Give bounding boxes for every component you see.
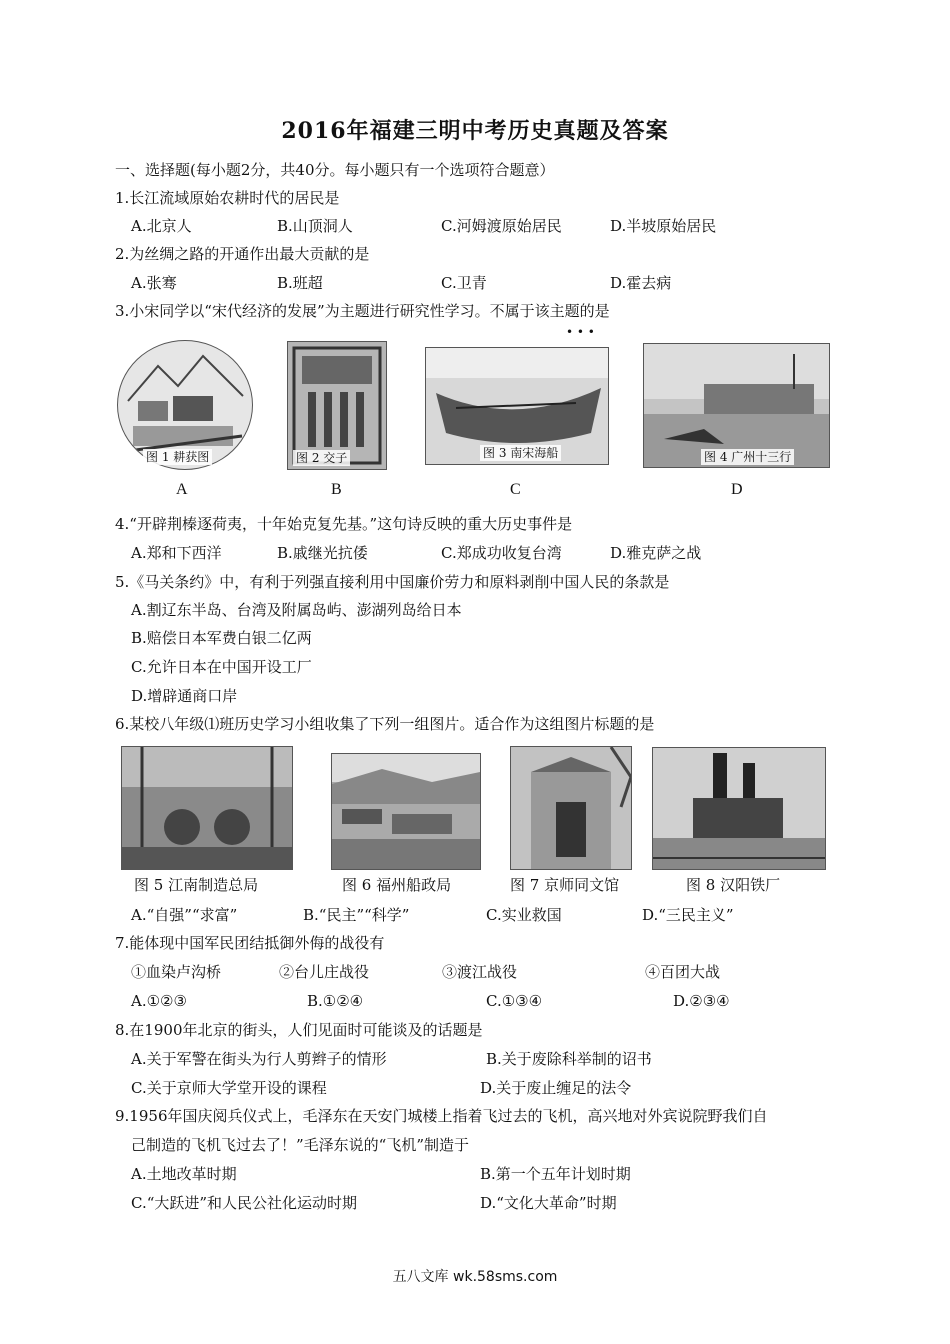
- question-6-option-b: B.“民主”“科学”: [303, 906, 410, 924]
- question-6-option-a: A.“自强”“求富”: [131, 906, 238, 924]
- question-6-option-c: C.实业救国: [486, 906, 562, 924]
- image-caption-5: 图 5 江南制造总局: [134, 876, 259, 894]
- section-heading: 一、选择题(每小题2分，共40分。每小题只有一个选项符合题意）: [115, 161, 555, 179]
- question-5-option-b: B.赔偿日本军费白银二亿两: [131, 629, 312, 647]
- image-caption-4: 图 4 广州十三行: [701, 449, 794, 465]
- image-caption-8: 图 8 汉阳铁厂: [686, 876, 781, 894]
- question-5-option-d: D.增辟通商口岸: [131, 687, 238, 705]
- hanyang-ironworks-image: [652, 747, 826, 870]
- question-8-option-d: D.关于废止缠足的法令: [480, 1079, 632, 1097]
- question-9-option-b: B.第一个五年计划时期: [480, 1165, 631, 1183]
- question-1-option-c: C.河姆渡原始居民: [441, 217, 562, 235]
- question-1-stem: 1.长江流域原始农耕时代的居民是: [115, 189, 340, 207]
- question-4-option-b: B.戚继光抗倭: [277, 544, 368, 562]
- emphasis-dots: • • •: [566, 325, 595, 339]
- question-9-option-c: C.“大跃进”和人民公社化运动时期: [131, 1194, 358, 1212]
- image-caption-1: 图 1 耕获图: [143, 449, 212, 465]
- question-7-option-a: A.①②③: [131, 992, 187, 1010]
- question-5-stem: 5.《马关条约》中，有利于列强直接利用中国廉价劳力和原料剥削中国人民的条款是: [115, 573, 670, 591]
- question-7-option-c: C.①③④: [486, 992, 543, 1010]
- question-9-option-d: D.“文化大革命”时期: [480, 1194, 617, 1212]
- question-9-stem-line-2: 己制造的飞机飞过去了！”毛泽东说的“飞机”制造于: [131, 1136, 470, 1154]
- jiangnan-arsenal-image: [121, 746, 293, 870]
- question-4-option-d: D.雅克萨之战: [610, 544, 702, 562]
- question-4-stem: 4.“开辟荆榛逐荷夷，十年始克复先基。”这句诗反映的重大历史事件是: [115, 515, 573, 533]
- question-1-option-b: B.山顶洞人: [277, 217, 353, 235]
- question-9-stem-line-1: 9.1956年国庆阅兵仪式上，毛泽东在天安门城楼上指着飞过去的飞机，高兴地对外宾说院野我们自: [115, 1107, 768, 1125]
- question-8-option-b: B.关于废除科举制的诏书: [486, 1050, 652, 1068]
- question-7-option-d: D.②③④: [673, 992, 730, 1010]
- image-caption-3: 图 3 南宋海船: [480, 445, 561, 461]
- question-4-option-c: C.郑成功收复台湾: [441, 544, 562, 562]
- question-7-item-2: ②台儿庄战役: [279, 963, 370, 981]
- question-2-option-d: D.霍去病: [610, 274, 672, 292]
- question-5-option-c: C.允许日本在中国开设工厂: [131, 658, 312, 676]
- question-9-option-a: A.土地改革时期: [131, 1165, 237, 1183]
- tongwen-guan-image: [510, 746, 632, 870]
- question-2-stem: 2.为丝绸之路的开通作出最大贡献的是: [115, 245, 370, 263]
- footer-watermark: 五八文库 wk.58sms.com: [392, 1269, 558, 1285]
- question-7-item-1: ①血染卢沟桥: [131, 963, 222, 981]
- question-6-option-d: D.“三民主义”: [642, 906, 734, 924]
- image-caption-6: 图 6 福州船政局: [342, 876, 452, 894]
- question-5-option-a: A.割辽东半岛、台湾及附属岛屿、澎湖列岛给日本: [131, 601, 462, 619]
- question-7-stem: 7.能体现中国军民团结抵御外侮的战役有: [115, 934, 385, 952]
- question-7-item-3: ③渡江战役: [442, 963, 518, 981]
- image-letter-a: A: [176, 481, 188, 498]
- question-7-item-4: ④百团大战: [645, 963, 721, 981]
- image-caption-7: 图 7 京师同文馆: [510, 876, 620, 894]
- image-caption-2: 图 2 交子: [293, 450, 350, 466]
- question-2-option-a: A.张骞: [131, 274, 177, 292]
- question-1-option-d: D.半坡原始居民: [610, 217, 717, 235]
- question-1-option-a: A.北京人: [131, 217, 192, 235]
- page-title: 2016年福建三明中考历史真题及答案: [281, 118, 669, 144]
- question-8-option-c: C.关于京师大学堂开设的课程: [131, 1079, 327, 1097]
- question-2-option-c: C.卫青: [441, 274, 487, 292]
- image-letter-b: B: [331, 481, 342, 498]
- question-6-stem: 6.某校八年级⑴班历史学习小组收集了下列一组图片。适合作为这组图片标题的是: [115, 715, 655, 733]
- question-4-option-a: A.郑和下西洋: [131, 544, 222, 562]
- fuzhou-shipyard-image: [331, 753, 481, 870]
- question-7-option-b: B.①②④: [307, 992, 364, 1010]
- question-8-stem: 8.在1900年北京的街头，人们见面时可能谈及的话题是: [115, 1021, 483, 1039]
- image-letter-c: C: [510, 481, 521, 498]
- question-2-option-b: B.班超: [277, 274, 323, 292]
- image-letter-d: D: [731, 481, 743, 498]
- question-3-stem: 3.小宋同学以“宋代经济的发展”为主题进行研究性学习。不属于该主题的是: [115, 302, 610, 320]
- question-8-option-a: A.关于军警在街头为行人剪辫子的情形: [131, 1050, 387, 1068]
